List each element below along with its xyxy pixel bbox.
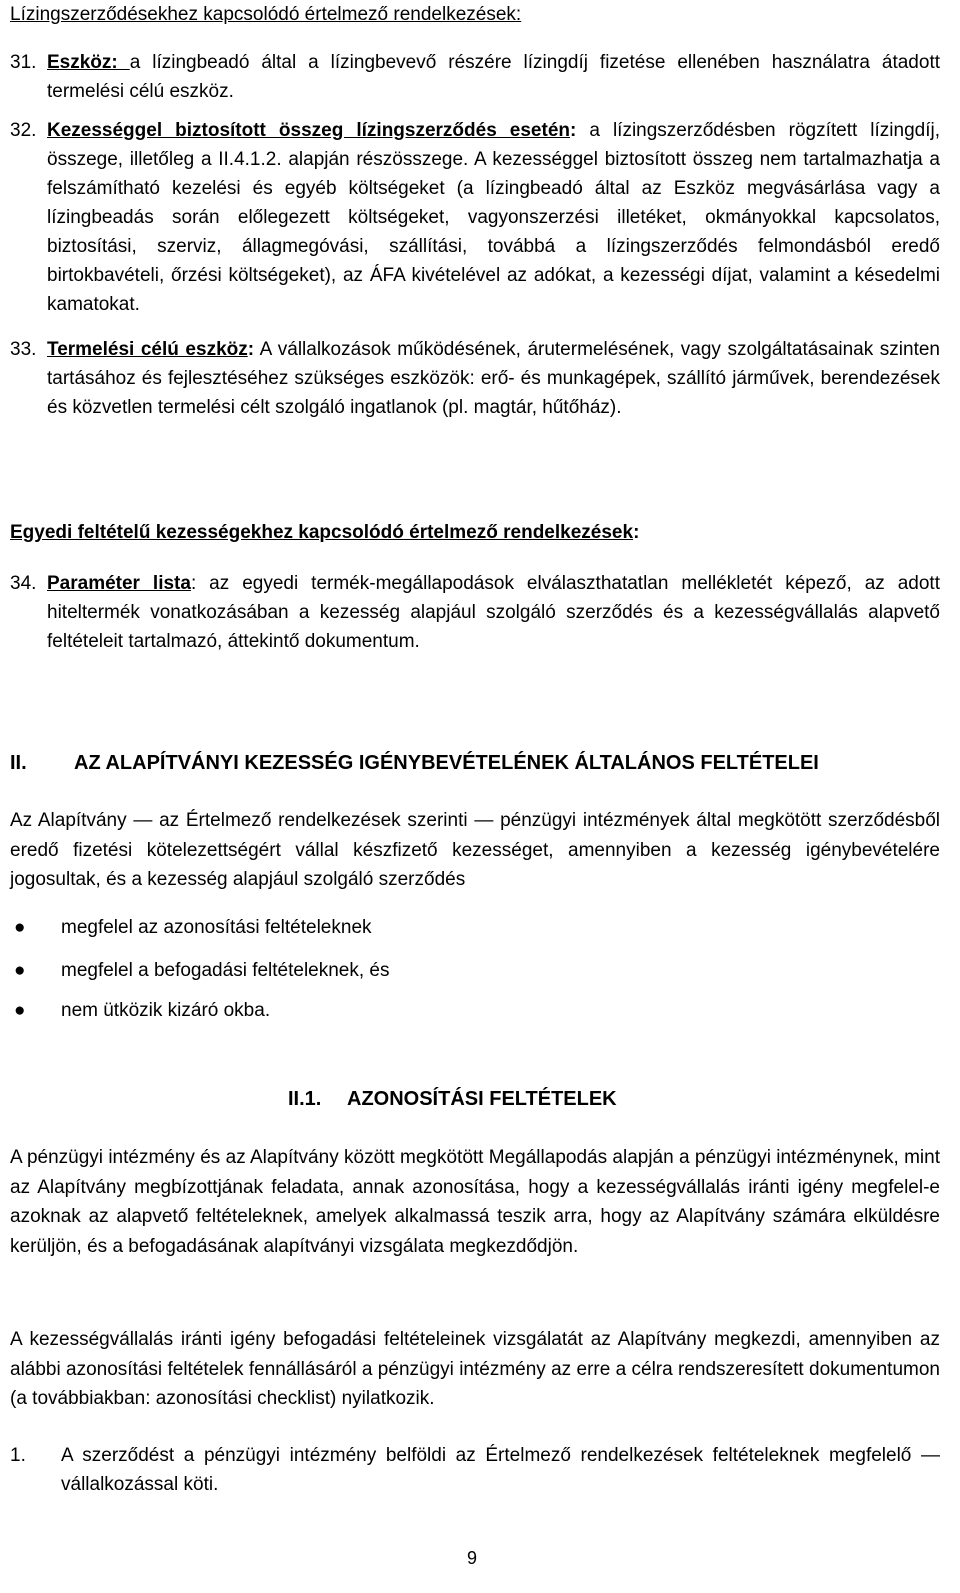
bullet-item: ● nem ütközik kizáró okba.: [10, 996, 910, 1025]
definition-32: 32. Kezességgel biztosított összeg lízingszerződés esetén: a lízingszerződésben rögzített lízingdíj, összege, illetőleg a II.4.1.2. alapján részösszege. A kezességgel biztosított összeg nem tartalmazhatja a felszámítható kezelési és egyéb költségeket (a lízingbeadó által az Eszköz megvásárlása vagy a lízingbeadás során előlegezett költségeket, vagyonszerzési illetéket, okmányokkal kapcsolatos, biztosítási, szerviz, állagmegóvási, szállítási, továbbá a lízingszerződés felmondásból eredő birtokbavételi, őrzési költségeket), az ÁFA kivételével az adókat, a kezességi díjat, valamint a késedelmi kamatokat.: [10, 116, 940, 319]
definition-text: az egyedi termék-megállapodások elválaszthatatlan mellékletét képező, az adott hiteltermék vonatkozásában a kezesség alapjául szolgáló szerződés és a kezességvállalás alapvető feltételeit tartalmazó, áttekintő dokumentum.: [47, 573, 940, 652]
definition-number: 34.: [10, 573, 37, 594]
definition-34: 34. Paraméter lista: az egyedi termék-megállapodások elválaszthatatlan mellékletét képező, az adott hiteltermék vonatkozásában a kezesség alapjául szolgáló szerződés és a kezességvállalás alapvető feltételeit tartalmazó, áttekintő dokumentum.: [10, 569, 940, 656]
bullet-icon: ●: [14, 917, 26, 938]
lizing-definitions-heading: Lízingszerződésekhez kapcsolódó értelmező rendelkezések:: [10, 4, 522, 25]
section-title: AZ ALAPÍTVÁNYI KEZESSÉG IGÉNYBEVÉTELÉNEK ÁLTALÁNOS FELTÉTELEI: [74, 752, 819, 774]
definition-term: Kezességgel biztosított összeg lízingszerződés esetén: [47, 120, 570, 141]
definition-term: Eszköz:: [47, 52, 130, 73]
definition-term: Paraméter lista: [47, 573, 191, 594]
item-number: 1.: [10, 1445, 26, 1466]
item-text: A szerződést a pénzügyi intézmény belföldi az Értelmező rendelkezések feltételeknek megfelelő — vállalkozással köti.: [61, 1445, 940, 1495]
definition-text: A vállalkozások működésének, árutermelésének, vagy szolgáltatásainak szinten tartásához és fejlesztéséhez szükséges eszközök: erő- és munkagépek, szállító járművek, berendezések és közvetlen termelési célt szolgáló ingatlanok (pl. magtár, hűtőház).: [47, 339, 940, 418]
definition-term: Termelési célú eszköz: [47, 339, 248, 360]
definition-31: [10, 48, 940, 106]
section-number: II.: [10, 752, 27, 774]
definition-number: 32.: [10, 120, 37, 141]
definition-text: a lízingbeadó által a lízingbevevő részére lízingdíj fizetése ellenében használatra átadott termelési célú eszköz.: [47, 52, 940, 102]
definition-33: 33. Termelési célú eszköz: A vállalkozások működésének, árutermelésének, vagy szolgáltatásainak szinten tartásához és fejlesztéséhez szükséges eszközök: erő- és munkagépek, szállító járművek, berendezések és közvetlen termelési célt szolgáló ingatlanok (pl. magtár, hűtőház).: [10, 335, 940, 422]
intro-paragraph: Az Alapítvány — az Értelmező rendelkezések szerinti — pénzügyi intézmények által megkötött szerződésből eredő fizetési kötelezettségért vállal készfizető kezességet, amennyiben a kezesség igénybevételére jogosultak, és a kezesség alapjául szolgáló szerződés: [10, 810, 940, 890]
paragraph-azonositas: A pénzügyi intézmény és az Alapítvány között megkötött Megállapodás alapján a pénzügyi intézménynek, mint az Alapítvány megbízottjának feladata, annak azonosítása, hogy a kezességvállalás iránti igény megfelel-e azoknak az alapvető feltételeknek, amelyek alkalmassá teszik arra, hogy az Alapítvány számára elküldésre kerüljön, és a befogadásának alapítványi vizsgálata megkezdődjön.: [10, 1147, 940, 1257]
page-number: 9: [466, 1548, 477, 1568]
subsection-number: II.1.: [288, 1088, 322, 1110]
bullet-item: ● megfelel a befogadási feltételeknek, és: [10, 956, 910, 985]
bullet-icon: ●: [14, 1000, 26, 1021]
definition-text: a lízingszerződésben rögzített lízingdíj, összege, illetőleg a II.4.1.2. alapján részösszege. A kezességgel biztosított összeg nem tartalmazhatja a felszámítható kezelési és egyéb költségeket (a lízingbeadó által az Eszköz megvásárlása vagy a lízingbeadás során előlegezett költségeket, vagyonszerzési illetéket, okmányokkal kapcsolatos, biztosítási, szerviz, állagmegóvási, szállítási, továbbá a lízingszerződés felmondásból eredő birtokbavételi, őrzési költségeket), az ÁFA kivételével az adókat, a kezességi díjat, valamint a késedelmi kamatokat.: [47, 120, 940, 315]
bullet-item: ● megfelel az azonosítási feltételeknek: [10, 913, 910, 942]
definition-number: 33.: [10, 339, 37, 360]
definition-number: 31.: [10, 52, 37, 73]
paragraph-befogadas: A kezességvállalás iránti igény befogadási feltételeinek vizsgálatát az Alapítvány megkezdi, amennyiben az alábbi azonosítási feltételek fennállásáról a pénzügyi intézmény az erre a célra rendszeresített dokumentumon (a továbbiakban: azonosítási checklist) nyilatkozik.: [10, 1329, 940, 1409]
subsection-title: AZONOSÍTÁSI FELTÉTELEK: [347, 1088, 617, 1110]
egyedi-definitions-heading: Egyedi feltételű kezességekhez kapcsolódó értelmező rendelkezések:: [10, 522, 640, 543]
numbered-item-1: [10, 1441, 940, 1499]
bullet-icon: ●: [14, 960, 26, 981]
